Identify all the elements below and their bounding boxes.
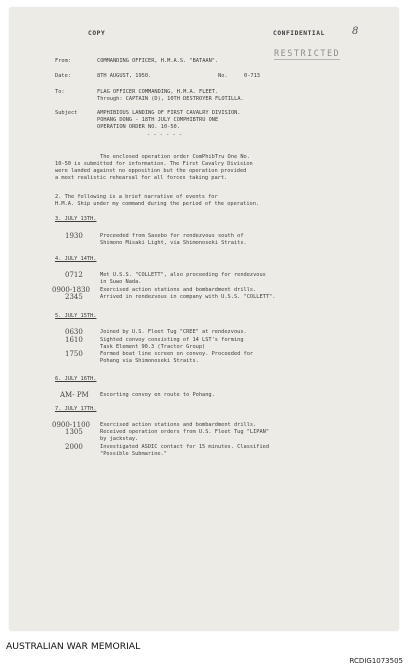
entry-text: in Suwo Nada. xyxy=(100,279,142,285)
section-heading: 5. JULY 15TH. xyxy=(55,313,97,319)
section-heading: 3. JULY 13TH. xyxy=(55,216,97,222)
copy-label: COPY xyxy=(88,30,106,37)
entry-text: Task Element 90.3 (Tractor Group) xyxy=(100,344,206,350)
entry-text: by jackstay. xyxy=(100,436,139,442)
entry-text: Joined by U.S. Fleet Tug "CREE" at rendezvous. xyxy=(100,329,247,335)
to-value: FLAG OFFICER COMMANDING, H.M.A. FLEET. xyxy=(97,89,219,95)
number-label: No. xyxy=(218,73,228,79)
paragraph-1-line: were landed against no opposition but the operation provided xyxy=(55,168,247,174)
through-line: Through: CAPTAIN (D), 10TH DESTROYER FLOTILLA. xyxy=(97,96,244,102)
entry-text: Formed boat line screen on convoy. Proceeded for xyxy=(100,351,254,357)
entry-time: 0712 xyxy=(65,271,83,279)
entry-time: 0630 xyxy=(65,328,83,336)
date-label: Date: xyxy=(55,73,71,79)
entry-text: Arrived in rendezvous in company with U.S.S. "COLLETT". xyxy=(100,294,276,300)
entry-text: Escorting convoy en route to Pohang. xyxy=(100,392,215,398)
record-id: RCDIG1073505 xyxy=(349,657,403,665)
entry-time: AM- PM xyxy=(60,391,89,399)
paragraph-2-line: 2. The following is a brief narrative of events for xyxy=(55,194,218,200)
section-heading: 4. JULY 14TH. xyxy=(55,256,97,262)
entry-text: Met U.S.S. "COLLETT", also proceeding for rendezvous xyxy=(100,272,266,278)
subject-line: POHANG DONG - 18TH JULY COMPHIBTRU ONE xyxy=(97,117,219,123)
from-label: From: xyxy=(55,58,71,64)
paragraph-1-line: The enclosed operation order ComPhibTru One No. xyxy=(100,154,250,160)
date-value: 8TH AUGUST, 1950. xyxy=(97,73,152,79)
entry-text: Pohang via Shimonoseki Straits. xyxy=(100,358,199,364)
institution-label: AUSTRALIAN WAR MEMORIAL xyxy=(6,641,141,652)
subject-divider: - - - - - - xyxy=(147,132,183,138)
paragraph-2-line: H.M.A. Ship under my command during the period of the operation. xyxy=(55,201,260,207)
from-value: COMMANDING OFFICER, H.M.A.S. "BATAAN". xyxy=(97,58,219,64)
to-label: To: xyxy=(55,89,65,95)
paragraph-1-line: a most realistic rehearsal for all forces taking part. xyxy=(55,175,228,181)
subject-label: Subject xyxy=(55,110,78,116)
section-heading: 7. JULY 17TH. xyxy=(55,406,97,412)
paragraph-1-line: 10-50 is submitted for information. The First Cavalry Division xyxy=(55,161,253,167)
entry-time: 0900-1830 xyxy=(52,286,90,294)
entry-text: Proceeded from Sasebo for rendezvous south of xyxy=(100,233,244,239)
entry-text: "Possible Submarine." xyxy=(100,451,167,457)
entry-time: 2000 xyxy=(65,443,83,451)
entry-text: Exercised action stations and bombardment drills. xyxy=(100,422,257,428)
entry-time: 1750 xyxy=(65,350,83,358)
entry-text: Investigated ASDIC contact for 15 minutes. Classified xyxy=(100,444,270,450)
entry-text: Exercised action stations and bombardment drills. xyxy=(100,287,257,293)
entry-time: 1930 xyxy=(65,232,83,240)
section-heading: 6. JULY 16TH. xyxy=(55,376,97,382)
restricted-stamp: RESTRICTED xyxy=(274,49,341,59)
entry-text: Received operation orders from U.S. Fleet Tug "LIPAN" xyxy=(100,429,270,435)
entry-text: Shimono Misaki Light, via Shimonoseki Straits. xyxy=(100,240,247,246)
entry-time: 2345 xyxy=(65,293,83,301)
entry-time: 0900-1100 xyxy=(52,421,90,429)
handwritten-mark: 8 xyxy=(352,26,359,37)
entry-text: Sighted convoy consisting of 14 LST's forming xyxy=(100,337,244,343)
subject-line: OPERATION ORDER NO. 10-50. xyxy=(97,124,180,130)
number-value: 0-713 xyxy=(244,73,260,79)
classification-label: CONFIDENTIAL xyxy=(273,30,325,37)
entry-time: 1610 xyxy=(65,336,83,344)
entry-time: 1305 xyxy=(65,428,83,436)
subject-line: AMPHIBIOUS LANDING OF FIRST CAVALRY DIVISION. xyxy=(97,110,241,116)
